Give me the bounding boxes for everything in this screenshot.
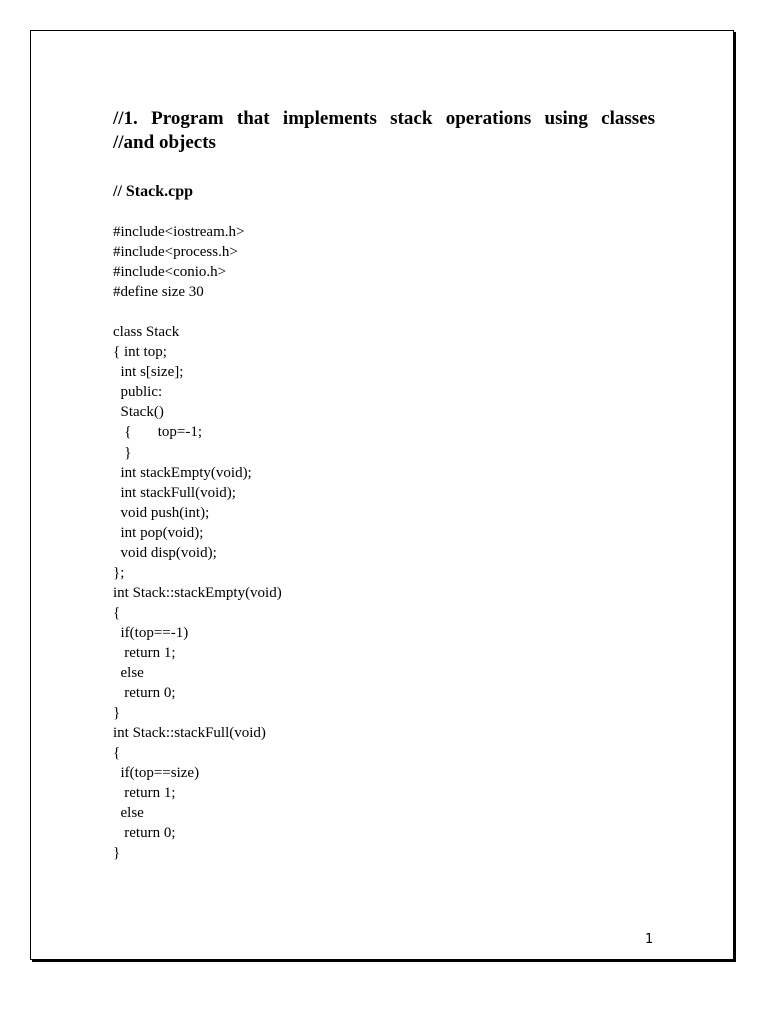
code-line: { [113,745,121,762]
code-line: return 1; [113,785,176,802]
code-line: { top=-1; [113,424,202,441]
code-line: } [113,845,121,862]
code-line: public: [113,384,163,401]
code-line: #include<conio.h> [113,264,227,281]
code-line: #include<iostream.h> [113,224,245,240]
code-line: class Stack [113,324,180,341]
code-line: } [113,444,132,461]
code-line [113,302,655,322]
heading-line-2: //and objects [113,132,216,153]
code-line: int Stack::stackEmpty(void) [113,584,282,601]
heading-line-1: //1. Program that implements stack operations using classes [113,108,655,129]
code-line: int stackEmpty(void); [113,464,252,481]
code-line: #define size 30 [113,284,204,301]
code-line: return 1; [113,644,176,661]
code-line: int s[size]; [113,364,184,381]
code-line: }; [113,564,125,581]
code-block [113,222,655,864]
code-line: } [113,705,121,722]
code-line: int Stack::stackFull(void) [113,725,266,742]
code-line: void disp(void); [113,544,217,561]
page-number: 1 [645,932,654,947]
program-heading [113,107,655,155]
code-line: if(top==size) [113,765,200,782]
code-line: return 0; [113,685,176,702]
code-line: int stackFull(void); [113,484,236,501]
code-line: else [113,665,144,682]
code-line: if(top==-1) [113,624,189,641]
code-line: Stack() [113,404,164,421]
document-content [113,107,655,864]
code-line: { int top; [113,344,167,361]
code-line: return 0; [113,825,176,842]
code-line: { [113,604,121,621]
code-line: #include<process.h> [113,244,238,261]
code-line: void push(int); [113,504,210,521]
code-line: int pop(void); [113,524,204,541]
code-line: else [113,805,144,822]
file-name-comment: // Stack.cpp [113,183,194,200]
